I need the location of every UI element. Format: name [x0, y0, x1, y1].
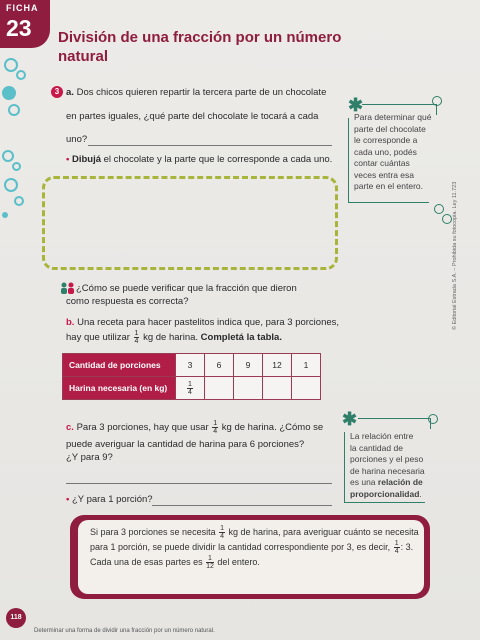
decor-bubble: [4, 58, 18, 72]
hint-text-2: La relación entre la cantidad de porciones y el peso de harina necesaria es una relación de proporcionalidad.: [350, 431, 425, 499]
bullet-dot: •: [66, 154, 70, 165]
table-input-cell[interactable]: [234, 377, 263, 400]
decor-bubble: [16, 70, 26, 80]
decor-curl-icon: [432, 96, 442, 106]
answer-line-one-portion[interactable]: [152, 505, 332, 506]
hint-star-icon: ✱: [342, 409, 358, 429]
bullet-one-portion: • ¿Y para 1 porción?: [66, 494, 153, 505]
table-cell: 12: [263, 354, 292, 377]
decor-bubble: [2, 86, 16, 100]
exercise-number-badge: 3: [51, 86, 63, 98]
decor-bubble: [12, 162, 21, 171]
hint-text-1: [354, 112, 432, 193]
decor-curl-icon: [442, 214, 452, 224]
table-cell: 9: [234, 354, 263, 377]
hint-line: veces entra esa: [354, 169, 415, 180]
verify-line2: como respuesta es correcta?: [66, 296, 189, 307]
hint-line: Para determinar qué: [354, 112, 432, 122]
exercise-c-line1: c. Para 3 porciones, hay que usar $\frac{1}{4}$ kg de harina. ¿Cómo se: [66, 420, 324, 435]
group-people-icon: [60, 281, 74, 293]
hint-star-icon: ✱: [348, 95, 364, 115]
hint-frame: [358, 418, 431, 429]
decor-curl-icon: [434, 204, 444, 214]
decor-bubble: [2, 212, 8, 218]
hint-line: parte en el entero.: [354, 181, 423, 191]
decor-bubble: [2, 150, 14, 162]
answer-line-a[interactable]: [88, 145, 332, 146]
exercise-c-line2: puede averiguar la cantidad de harina para 6 porciones?: [66, 439, 305, 450]
hint-line: parte del chocolate: [354, 123, 426, 134]
portions-table: [62, 353, 321, 400]
exercise-a-line2: en partes iguales, ¿qué parte del chocolate le tocará a cada: [66, 111, 319, 122]
table-row: [63, 354, 321, 377]
drawing-area[interactable]: [42, 176, 338, 270]
table-input-cell[interactable]: [263, 377, 292, 400]
page-title: División de una fracción por un número natural: [58, 29, 342, 65]
footer-text: Determinar una forma de dividir una fracción por un número natural.: [34, 628, 215, 634]
table-input-cell[interactable]: [205, 377, 234, 400]
bullet-draw: • Dibujá el chocolate y la parte que le corresponde a cada uno.: [66, 154, 333, 165]
page-number: 118: [6, 608, 26, 628]
copyright-vertical: © Editorial Estrada S.A. – Prohibida su fotocopia. Ley 11.723: [452, 181, 458, 330]
exercise-b-line1: b. Una receta para hacer pastelitos indica que, para 3 porciones,: [66, 317, 340, 328]
summary-note-text: Si para 3 porciones se necesita $\frac{1}{4}$ kg de harina, para averiguar cuánto se necesita para 1 porción, se puede dividir la cantidad correspondiente por 3, es decir, $\frac{1}{4}$ : 3. Cada una de esas partes es $\frac{1}{12}$ del entero.: [90, 525, 419, 571]
table-cell: 3: [176, 354, 205, 377]
exercise-c-line3: ¿Y para 9?: [66, 452, 113, 463]
table-row: [63, 377, 321, 400]
table-cell: 1: [292, 354, 321, 377]
hint-line: cada uno, podés: [354, 146, 417, 157]
hint-line: le corresponde a: [354, 135, 418, 145]
table-cell: 6: [205, 354, 234, 377]
table-row-header: Cantidad de porciones: [63, 354, 176, 377]
fraction-quarter: $\frac{1}{4}$: [134, 330, 139, 345]
table-cell: $\frac{1}{4}$: [176, 377, 205, 400]
exercise-a-line1: a. Dos chicos quieren repartir la tercera parte de un chocolate: [66, 87, 327, 98]
ficha-badge: [0, 0, 50, 48]
table-row-header: Harina necesaria (en kg): [63, 377, 176, 400]
hint-line: contar cuántas: [354, 158, 410, 168]
answer-line-c[interactable]: [66, 483, 332, 484]
table-input-cell[interactable]: [292, 377, 321, 400]
ficha-number: 23: [6, 15, 32, 41]
decor-bubble: [4, 178, 18, 192]
exercise-b-line2: hay que utilizar $\frac{1}{4}$ kg de harina. Completá la tabla.: [66, 330, 282, 345]
exercise-a-line3: uno?: [66, 134, 88, 145]
decor-bubble: [14, 196, 24, 206]
decor-bubble: [8, 104, 20, 116]
verify-line1: ¿Cómo se puede verificar que la fracción que dieron: [76, 283, 297, 294]
decor-curl-icon: [428, 414, 438, 424]
ficha-label: FICHA: [6, 3, 39, 13]
